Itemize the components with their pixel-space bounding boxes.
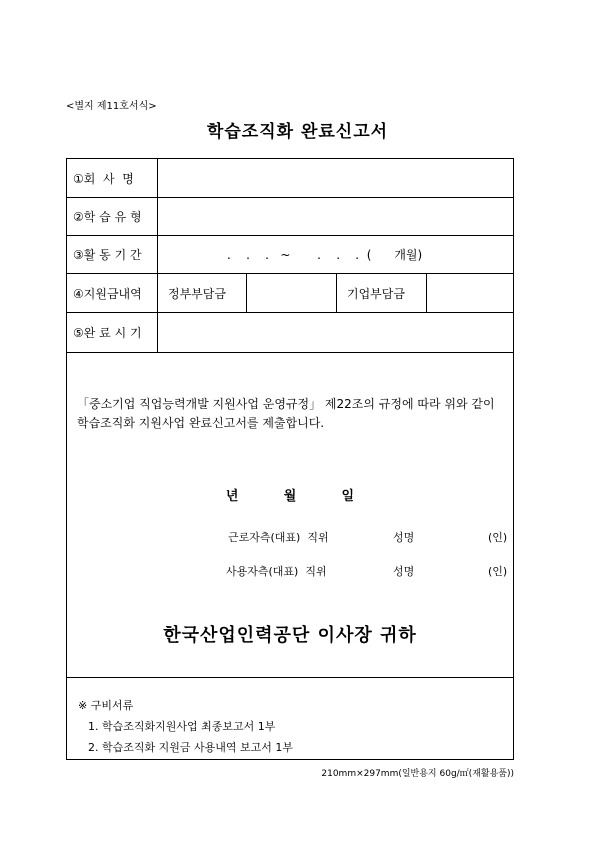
form-frame (66, 158, 514, 760)
employer-rep-label: 사용자측(대표) 직위 (226, 565, 327, 578)
gov-burden-field[interactable] (248, 274, 334, 312)
worker-name-label: 성명 (393, 531, 415, 544)
learning-type-row (67, 198, 513, 236)
worker-rep-label: 근로자측(대표) 직위 (228, 531, 329, 544)
completion-label: ⑤완 료 시 기 (73, 326, 142, 340)
company-field[interactable] (159, 159, 511, 197)
document-item: 1. 학습조직화지원사업 최종보고서 1부 (88, 720, 276, 733)
support-label: ④지원금내역 (73, 286, 142, 301)
company-row (67, 159, 513, 198)
period-row (67, 236, 513, 274)
support-row (67, 274, 513, 313)
date-line: 년 월 일 (225, 489, 355, 504)
completion-field[interactable] (159, 313, 511, 352)
period-label: ③활 동 기 간 (73, 248, 142, 262)
form-number: <별지 제11호서식> (66, 101, 157, 112)
document-item: 2. 학습조직화 지원금 사용내역 보고서 1부 (88, 741, 293, 754)
company-label: ①회 사 명 (73, 171, 134, 186)
declaration-statement: 「중소기업 직업능력개발 지원사업 운영규정」 제22조의 규정에 따라 위와 같이 학습조직화 지원사업 완료신고서를 제출합니다. (77, 397, 495, 430)
addressee: 한국산업인력공단 이사장 귀하 (163, 625, 417, 646)
company-burden-label: 기업부담금 (347, 286, 405, 301)
period-value[interactable]: . . . ~ . . . ( 개월) (227, 248, 423, 262)
form-title: 학습조직화 완료신고서 (206, 122, 389, 142)
employer-seal: (인) (488, 565, 508, 578)
completion-row (67, 313, 513, 353)
learning-type-label: ②학 습 유 형 (73, 210, 142, 224)
employer-name-label: 성명 (393, 565, 415, 578)
learning-type-field[interactable] (159, 198, 511, 235)
declaration-section (67, 353, 513, 678)
documents-heading: ※ 구비서류 (78, 699, 134, 712)
company-burden-field[interactable] (428, 274, 511, 312)
worker-seal: (인) (488, 531, 508, 544)
paper-spec-note: 210mm×297mm(일반용지 60g/㎡(재활용품)) (321, 769, 514, 779)
gov-burden-label: 정부부담금 (168, 286, 226, 301)
